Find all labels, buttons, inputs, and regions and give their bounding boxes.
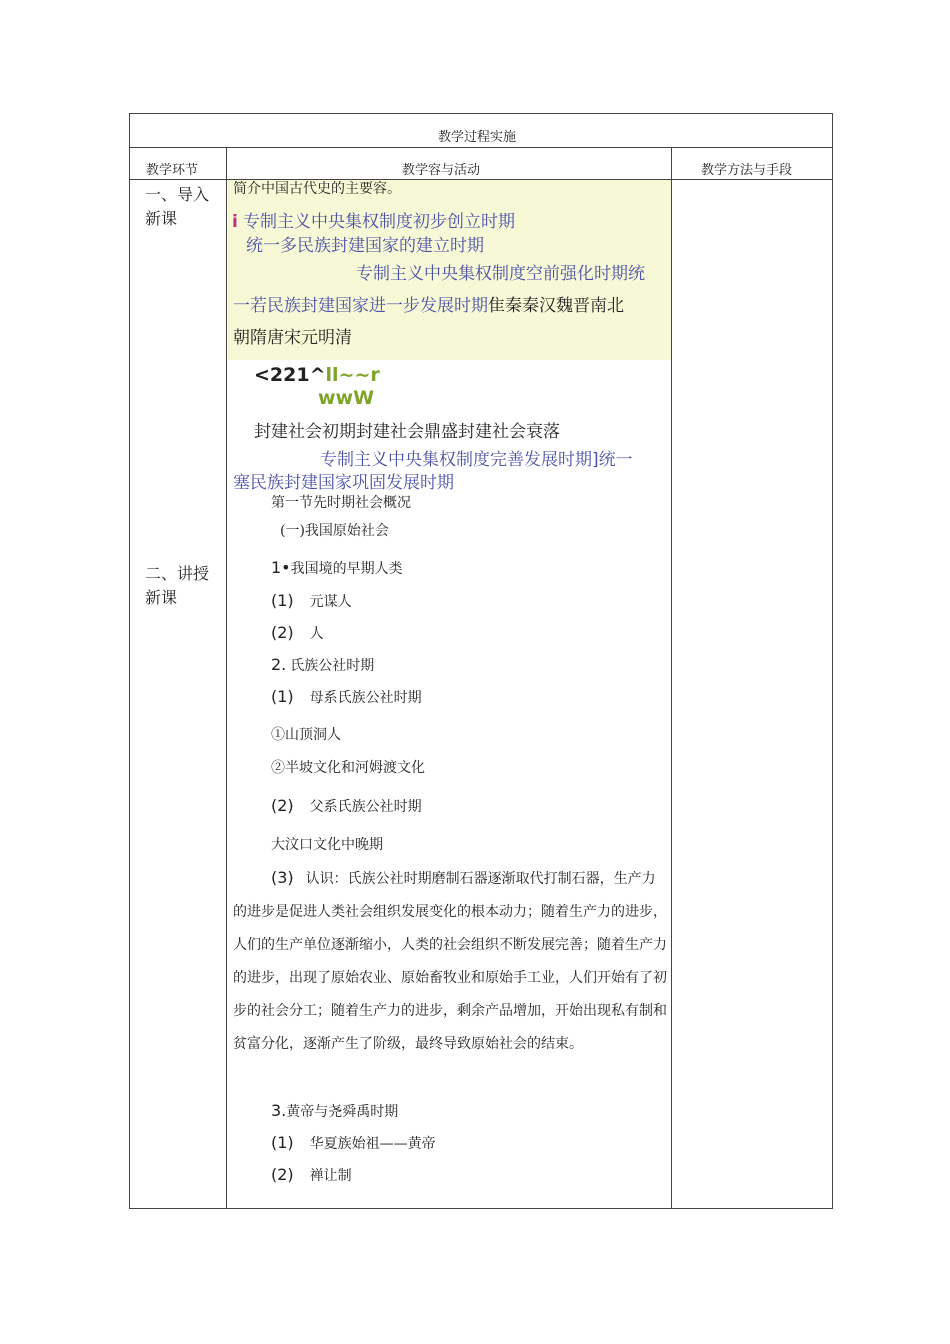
dynasty-list-start: 隹秦秦汉魏晋南北 [488,296,624,316]
period-line4-blue: 一若民族封建国家进一步发展时期 [233,296,488,316]
section-lecture-line2: 新课 [145,588,178,607]
item-number: 1• [271,558,291,577]
item-label: 华夏族始祖——黄帝 [309,1136,436,1152]
item-huaxia-ancestor [271,1133,436,1153]
item-human [271,623,324,643]
item-number: (1) [271,687,294,706]
header-content-activities: 教学容与活动 [402,163,481,178]
timeline-residue-line1 [254,364,380,387]
table-divider-col2 [671,147,672,1209]
item-number: (1) [271,591,294,610]
item-label: 母系氏族公社时期 [309,690,422,706]
item-label: 黄帝与尧舜禹时期 [286,1104,399,1120]
item-clan-commune [271,655,374,675]
item-early-humans [271,558,403,578]
period-line1: 专制主义中央集权制度初步创立时期 [243,212,515,232]
timeline-residue-dark: <221^ [254,364,326,386]
item-dawenkou: 大汶口文化中晚期 [271,837,383,853]
dynasty-list-end: 朝隋唐宋元明清 [233,328,352,348]
item-number: (1) [271,1133,294,1152]
header-methods: 教学方法与手段 [701,163,793,178]
item-upper-cave: ①山顶洞人 [271,727,341,743]
period-line5: 专制主义中央集权制度完善发展时期]统一 [320,450,633,470]
header-teaching-stage: 教学环节 [146,163,199,178]
item-label: 人 [309,626,324,642]
item-label: 我国境的早期人类 [290,561,403,577]
section-intro-line1: 一、导入 [145,185,210,204]
list-marker: i [232,212,238,232]
item-number: (2) [271,796,294,815]
period-line3: 专制主义中央集权制度空前强化时期统 [356,264,645,284]
feudal-stages: 封建社会初期封建社会鼎盛封建社会衰落 [254,422,560,442]
item-number: (3) [271,868,294,887]
table-divider-title [129,147,833,148]
period-line6: 塞民族封建国家巩固发展时期 [233,473,454,493]
section-intro-line2: 新课 [145,209,178,228]
item-label: 父系氏族公社时期 [309,799,422,815]
item-number: 2. [271,655,287,674]
table-divider-col1 [226,147,227,1209]
item-abdication-system [271,1165,352,1185]
item-huangdi-period [271,1101,398,1121]
item-number: 3. [271,1101,287,1120]
item-yuanmou [271,591,352,611]
timeline-residue-green: ll~~r [325,364,380,386]
table-title: 教学过程实施 [438,130,517,145]
timeline-residue-line2: wwW [318,387,375,409]
item-banpo-hemudu: ②半坡文化和河姆渡文化 [271,760,425,776]
item-label: 氏族公社时期 [290,658,375,674]
item-label: 禅让制 [309,1168,352,1184]
intro-text: 简介中国古代史的主要容。 [233,181,401,197]
period-line2: 统一多民族封建国家的建立时期 [246,236,484,256]
item-number: (2) [271,1165,294,1184]
item-number: (2) [271,623,294,642]
subsection-primitive-society: (一)我国原始社会 [280,523,389,539]
period-line4 [233,296,624,316]
item-matriarchal [271,687,422,707]
section-lecture-line1: 二、讲授 [145,564,210,583]
item-patriarchal [271,796,422,816]
item-label: 元谋人 [309,594,352,610]
insight-paragraph [233,861,667,1061]
insight-text: 认识：氏族公社时期磨制石器逐渐取代打制石器，生产力的进步是促进人类社会组织发展变化的根本动力；随着生产力的进步，人们的生产单位逐渐缩小，人类的社会组织不断发展完善；随着生产力的进步，出现了原始农业、原始畜牧业和原始手工业，人们开始有了初步的社会分工；随着生产力的进步，剩余产品增加，开始出现私有制和贫富分化，逐渐产生了阶级，最终导致原始社会的结束。 [233,871,667,1052]
section-title: 第一节先时期社会概况 [271,495,411,511]
